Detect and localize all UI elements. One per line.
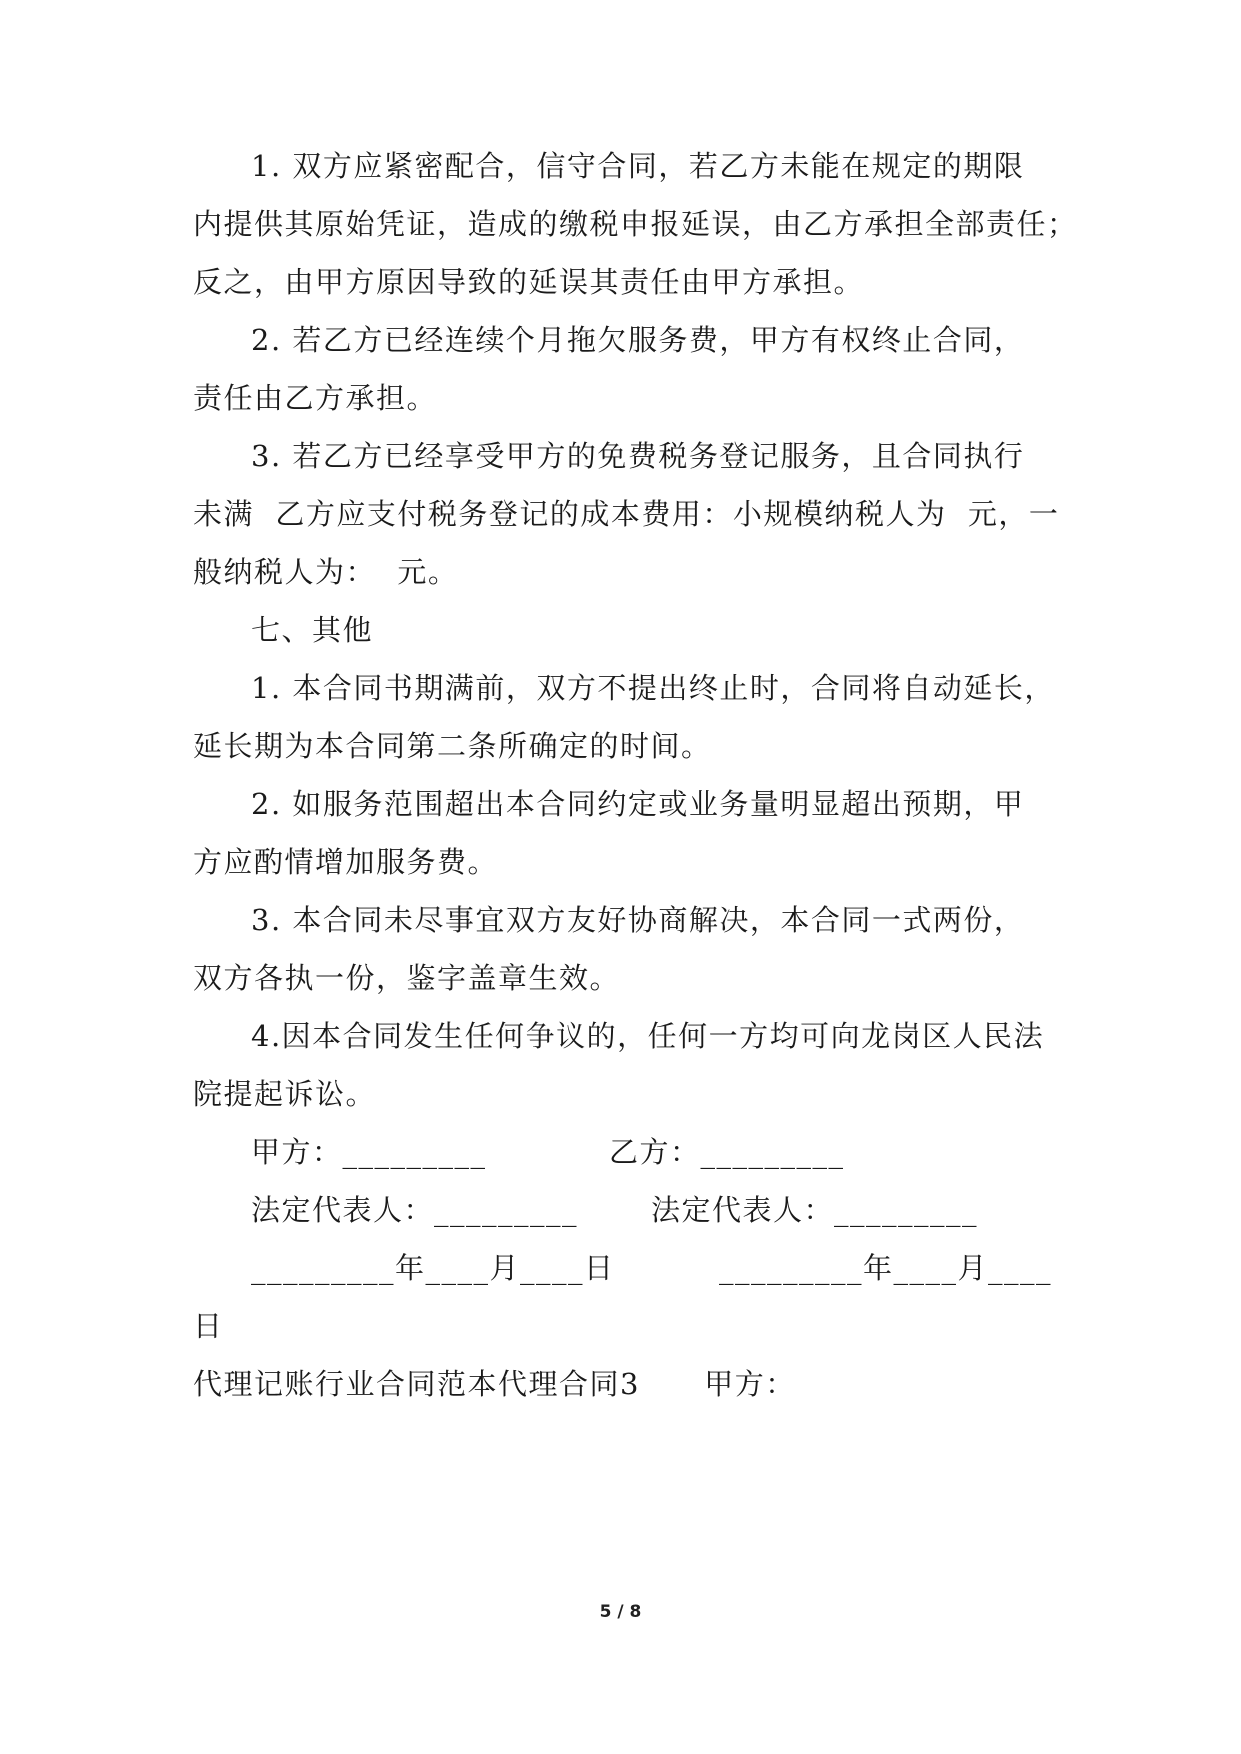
section-heading: 七、其他 [251,613,374,647]
paragraph-line: 责任由乙方承担。 [193,381,438,415]
party-a-signature: 甲方：_________ [251,1135,487,1169]
paragraph-line: 1. 双方应紧密配合，信守合同，若乙方未能在规定的期限 [251,149,1025,183]
paragraph-line: 方应酌情增加服务费。 [193,845,499,879]
paragraph-line: 延长期为本合同第二条所确定的时间。 [193,729,712,763]
paragraph-line: 未满 乙方应支付税务登记的成本费用：小规模纳税人为 元，一 [193,497,1060,531]
paragraph-line: 双方各执一份，鉴字盖章生效。 [193,961,621,995]
paragraph-line: 2. 若乙方已经连续个月拖欠服务费，甲方有权终止合同， [251,323,1025,357]
party-a-date: _________年____月____日 [251,1251,615,1285]
next-contract-title: 代理记账行业合同范本代理合同3 甲方： [193,1367,796,1401]
paragraph-line: 1. 本合同书期满前，双方不提出终止时，合同将自动延长， [251,671,1055,705]
party-b-signature: 乙方：_________ [609,1135,845,1169]
party-b-date-day: 日 [193,1309,224,1343]
paragraph-line: 内提供其原始凭证，造成的缴税申报延误，由乙方承担全部责任； [193,207,1078,241]
party-a-legal-representative: 法定代表人：_________ [251,1193,579,1227]
paragraph-line: 3. 本合同未尽事宜双方友好协商解决，本合同一式两份， [251,903,1025,937]
paragraph-line: 2. 如服务范围超出本合同约定或业务量明显超出预期，甲 [251,787,1025,821]
paragraph-line: 院提起诉讼。 [193,1077,377,1111]
page-number: 5 / 8 [599,1602,642,1622]
paragraph-line: 4.因本合同发生任何争议的，任何一方均可向龙岗区人民法 [251,1019,1045,1053]
paragraph-line: 般纳税人为： 元。 [193,555,459,589]
party-b-date: _________年____月____ [719,1251,1053,1285]
paragraph-line: 反之，由甲方原因导致的延误其责任由甲方承担。 [193,265,865,299]
party-b-legal-representative: 法定代表人：_________ [651,1193,979,1227]
paragraph-line: 3. 若乙方已经享受甲方的免费税务登记服务，且合同执行 [251,439,1025,473]
